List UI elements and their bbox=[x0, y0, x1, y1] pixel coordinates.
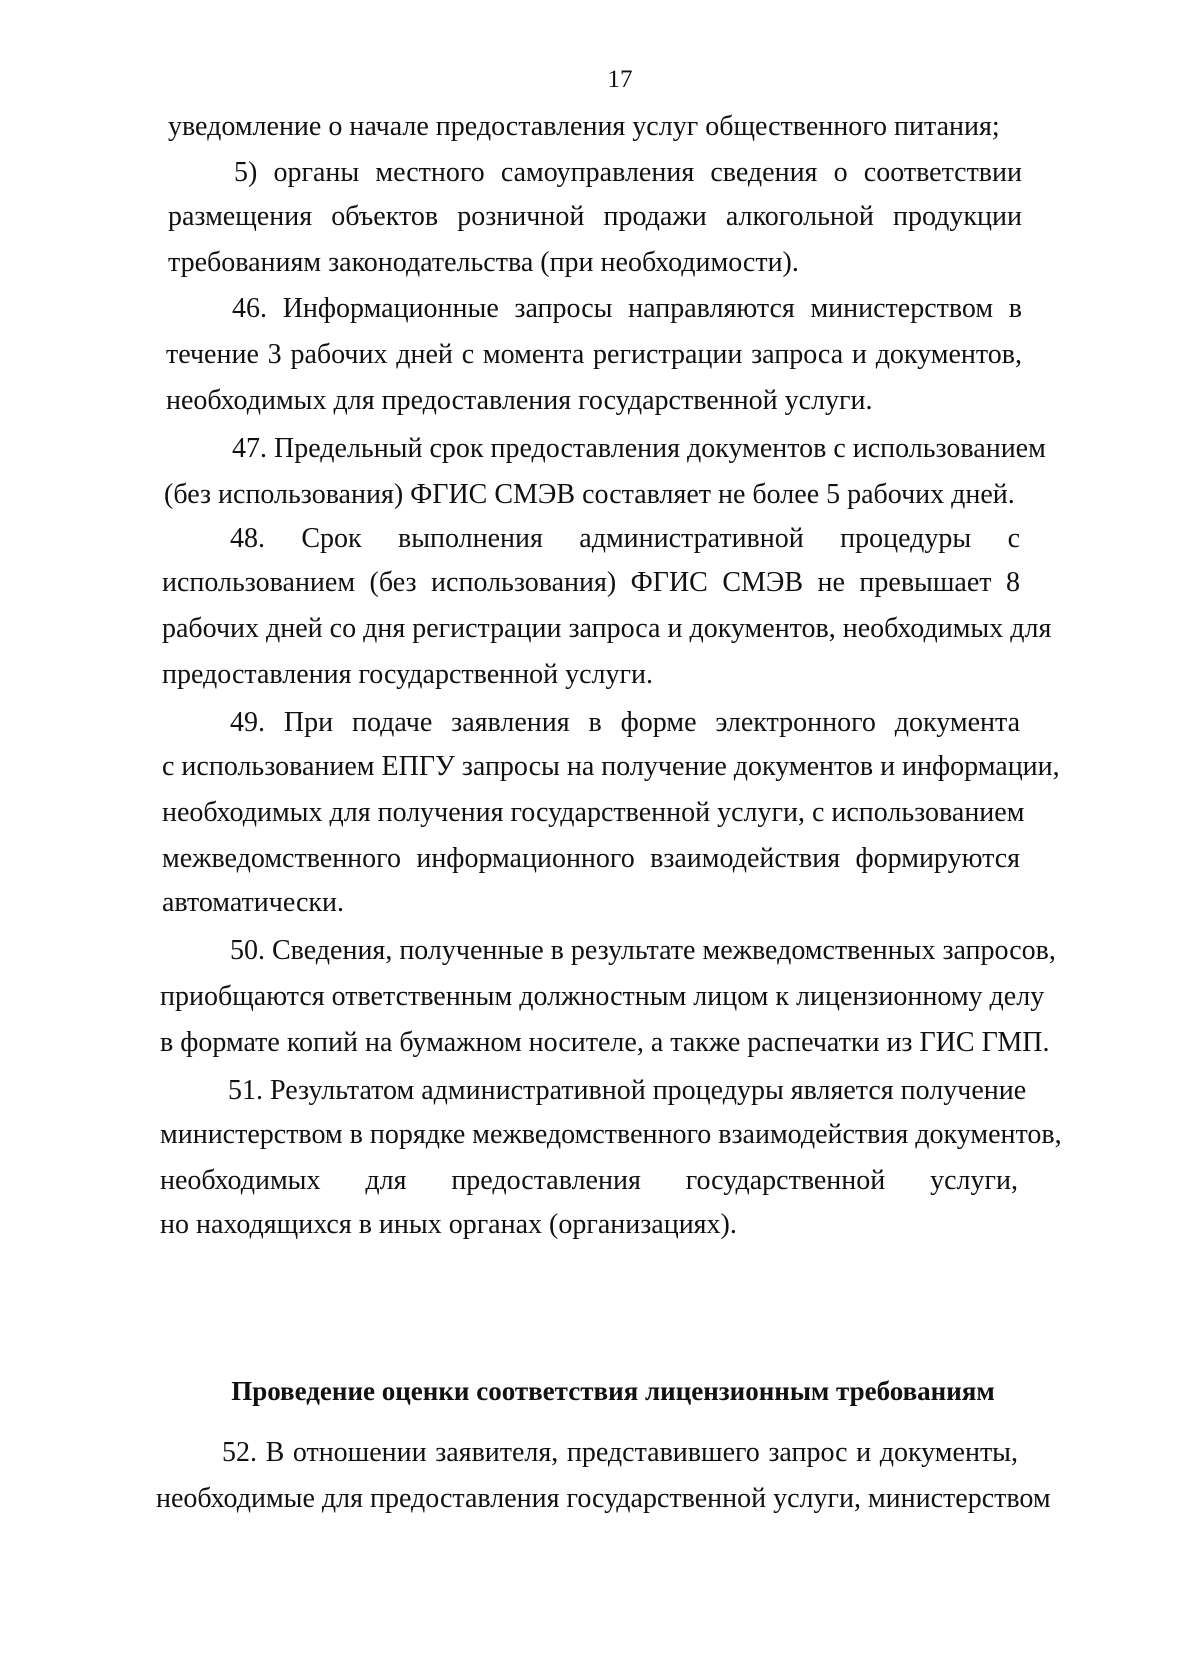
text-line: 47. Предельный срок предоставления документов с использованием bbox=[232, 433, 1046, 464]
text-line: межведомственного информационного взаимодействия формируются bbox=[162, 843, 1020, 874]
text-line: необходимых для предоставления государственной услуги, bbox=[160, 1165, 1018, 1196]
text-line: 49. При подаче заявления в форме электронного документа bbox=[230, 707, 1020, 738]
text-line: приобщаются ответственным должностным лицом к лицензионному делу bbox=[160, 981, 1045, 1012]
text-line: в формате копий на бумажном носителе, а также распечатки из ГИС ГМП. bbox=[160, 1027, 1050, 1058]
text-line: размещения объектов розничной продажи алкогольной продукции bbox=[168, 201, 1022, 232]
text-line: необходимых для получения государственной услуги, с использованием bbox=[162, 797, 1025, 828]
text-line: с использованием ЕПГУ запросы на получение документов и информации, bbox=[162, 751, 1060, 782]
text-line: 51. Результатом административной процедуры является получение bbox=[228, 1075, 1027, 1106]
text-line: рабочих дней со дня регистрации запроса и документов, необходимых для bbox=[162, 613, 1052, 644]
text-line: уведомление о начале предоставления услуг общественного питания; bbox=[168, 111, 1000, 142]
text-line: необходимые для предоставления государственной услуги, министерством bbox=[156, 1483, 1051, 1514]
text-line: требованиям законодательства (при необходимости). bbox=[168, 247, 799, 278]
text-line: (без использования) ФГИС СМЭВ составляет не более 5 рабочих дней. bbox=[164, 479, 1015, 510]
text-line: но находящихся в иных органах (организациях). bbox=[160, 1209, 737, 1240]
text-line: необходимых для предоставления государственной услуги. bbox=[166, 385, 873, 416]
text-line: 5) органы местного самоуправления сведения о соответствии bbox=[234, 157, 1022, 188]
text-line: министерством в порядке межведомственного взаимодействия документов, bbox=[160, 1119, 1062, 1150]
text-line: предоставления государственной услуги. bbox=[162, 659, 653, 690]
page-number: 17 bbox=[607, 66, 633, 93]
text-line: 48. Срок выполнения административной процедуры с bbox=[230, 523, 1020, 554]
text-line: 50. Сведения, полученные в результате межведомственных запросов, bbox=[230, 935, 1056, 966]
text-line: автоматически. bbox=[162, 887, 344, 918]
text-line: течение 3 рабочих дней с момента регистрации запроса и документов, bbox=[166, 339, 1022, 370]
text-line: использованием (без использования) ФГИС СМЭВ не превышает 8 bbox=[162, 567, 1020, 598]
text-line: 46. Информационные запросы направляются министерством в bbox=[232, 293, 1022, 324]
text-line: 52. В отношении заявителя, представившего запрос и документы, bbox=[222, 1437, 1018, 1468]
section-heading: Проведение оценки соответствия лицензионным требованиям bbox=[231, 1376, 995, 1406]
